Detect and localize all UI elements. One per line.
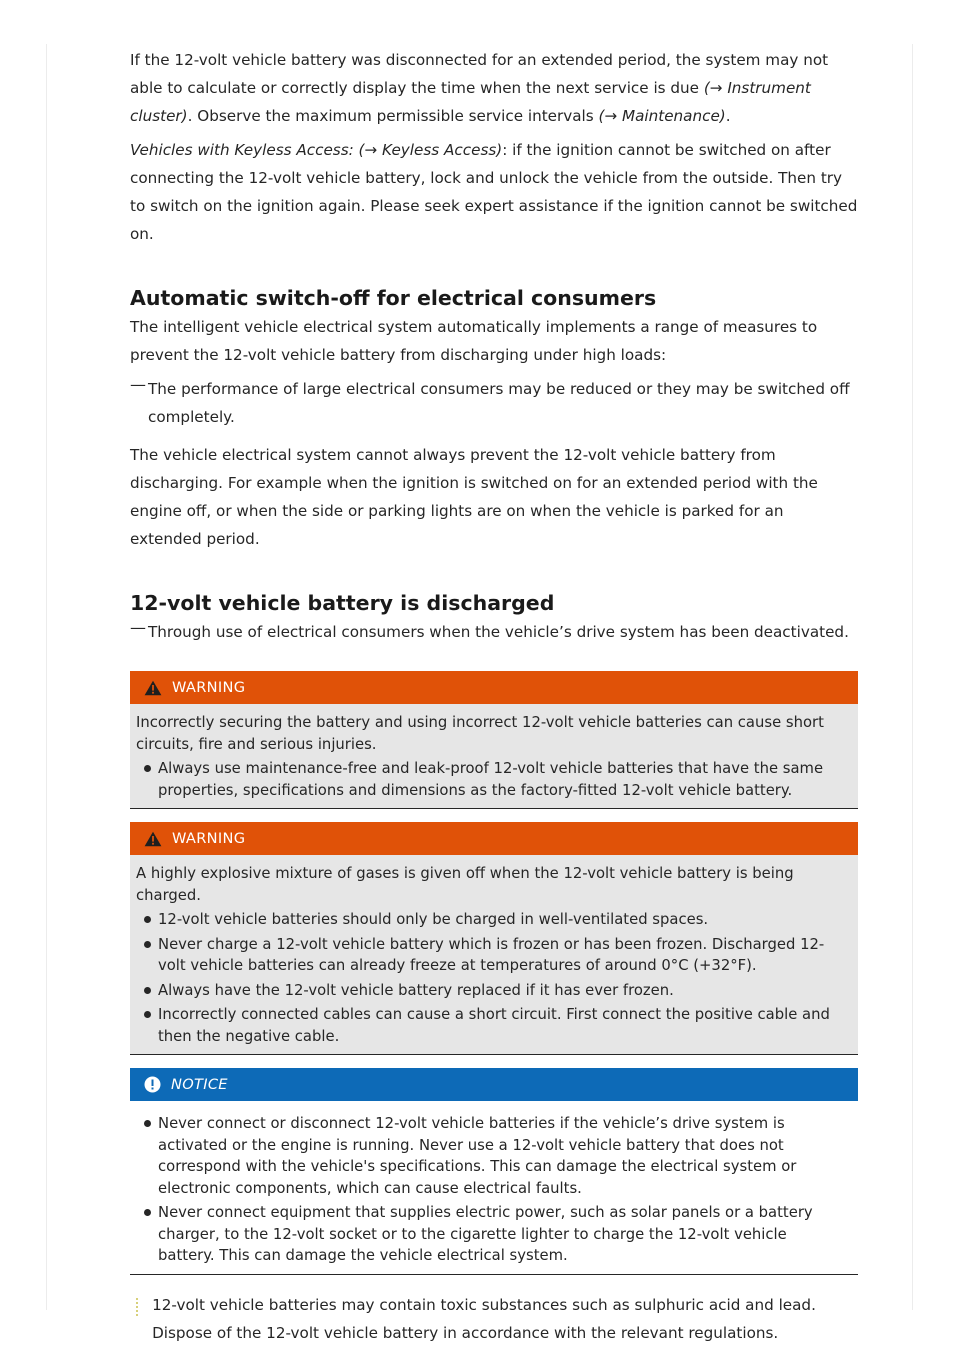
environment-note <box>130 1291 858 1347</box>
warning-triangle-icon <box>144 680 162 696</box>
warning-intro: Incorrectly securing the battery and using incorrect 12-volt vehicle batteries can cause short circuits, fire and serious injuries. <box>136 714 824 753</box>
dash-item-text: Through use of electrical consumers when the vehicle’s drive system has been deactivated. <box>148 623 849 641</box>
exclamation-circle-icon <box>144 1076 161 1093</box>
keyless-text: : if the ignition cannot be switched on after connecting the 12-volt vehicle battery, lock and unlock the vehicle from the outside. Then try to switch on the ignition again. Please seek expert assistance if the ignition cannot be switched on. <box>130 141 858 243</box>
link-instrument-cluster[interactable]: (→ Instrument cluster) <box>130 79 811 125</box>
warning-triangle-icon <box>144 831 162 847</box>
bullet-dot-icon <box>136 980 158 1002</box>
page-content <box>130 46 858 1347</box>
warning-header <box>130 822 858 855</box>
bullet-text: Always have the 12-volt vehicle battery replaced if it has ever frozen. <box>158 981 674 999</box>
notice-body <box>130 1101 858 1275</box>
environment-note-icon <box>136 1298 139 1316</box>
bullet-text: Never connect equipment that supplies electric power, such as solar panels or a battery charger, to the 12-volt socket or to the cigarette lighter to charge the 12-volt vehicle battery. This can damage the vehicle electrical system. <box>158 1204 813 1264</box>
environment-note-text: 12-volt vehicle batteries may contain toxic substances such as sulphuric acid and lead. Dispose of the 12-volt vehicle battery in accordance with the relevant regulations. <box>152 1295 816 1342</box>
section2-dash-item <box>130 618 858 646</box>
warning-box-1 <box>130 671 858 809</box>
warning-bullet <box>136 758 844 801</box>
dash-mark: — <box>130 375 146 394</box>
warning-bullet <box>136 1004 844 1047</box>
warning-intro: A highly explosive mixture of gases is given off when the 12-volt vehicle battery is being charged. <box>136 865 794 904</box>
page-margin-right <box>912 44 913 1310</box>
heading-automatic-switch-off: Automatic switch-off for electrical consumers <box>130 286 657 310</box>
intro-text-2: . Observe the maximum permissible service intervals <box>187 107 599 125</box>
bullet-text: 12-volt vehicle batteries should only be charged in well-ventilated spaces. <box>158 911 709 928</box>
bullet-dot-icon <box>136 934 158 977</box>
bullet-dot-icon <box>136 1004 158 1047</box>
dash-mark: — <box>130 618 146 637</box>
bullet-dot-icon <box>136 909 158 931</box>
warning-bullet <box>136 909 844 931</box>
page-margin-left <box>46 44 47 1310</box>
intro-end: . <box>725 107 731 125</box>
heading-battery-discharged: 12-volt vehicle battery is discharged <box>130 591 555 615</box>
dash-item-text: The performance of large electrical consumers may be reduced or they may be switched off completely. <box>148 380 850 426</box>
section1-paragraph-2: The vehicle electrical system cannot always prevent the 12-volt vehicle battery from discharging. For example when the ignition is switched on for an extended period with the engine off, or when the side or parking lights are on when the vehicle is parked for an extended period. <box>130 446 818 548</box>
intro-text: If the 12-volt vehicle battery was disconnected for an extended period, the system may not able to calculate or correctly display the time when the next service is due <box>130 51 829 97</box>
notice-bullet <box>136 1202 844 1267</box>
bullet-dot-icon <box>136 1202 158 1267</box>
bullet-text: Incorrectly connected cables can cause a short circuit. First connect the positive cable and then the negative cable. <box>158 1006 830 1045</box>
section1-dash-item <box>130 375 858 431</box>
bullet-dot-icon <box>136 1113 158 1199</box>
warning-bullet <box>136 934 844 977</box>
notice-bullet <box>136 1113 844 1199</box>
section1-paragraph-1: The intelligent vehicle electrical system automatically implements a range of measures to prevent the 12-volt vehicle battery from discharging under high loads: <box>130 318 818 364</box>
warning-bullet <box>136 980 844 1002</box>
notice-label: NOTICE <box>171 1076 228 1093</box>
intro-paragraph-service <box>130 46 858 130</box>
warning-label: WARNING <box>172 830 246 847</box>
bullet-text: Never connect or disconnect 12-volt vehicle batteries if the vehicle’s drive system is activated or the engine is running. Never use a 12-volt vehicle battery that does not correspond with the vehicle's specifications. This can damage the electrical system or electronic components, which can cause electrical faults. <box>158 1115 797 1197</box>
bullet-text: Never charge a 12-volt vehicle battery which is frozen or has been frozen. Discharged 12-volt vehicle batteries can already freeze at temperatures of around 0°C (+32°F). <box>158 935 825 974</box>
link-maintenance[interactable]: (→ Maintenance) <box>598 107 726 125</box>
warning-body <box>130 704 858 809</box>
bullet-text: Always use maintenance-free and leak-proof 12-volt vehicle batteries that have the same properties, specifications and dimensions as the factory-fitted 12-volt vehicle battery. <box>158 760 824 799</box>
intro-paragraph-keyless <box>130 136 858 248</box>
warning-label: WARNING <box>172 679 246 696</box>
notice-header <box>130 1068 858 1101</box>
warning-box-2 <box>130 822 858 1055</box>
notice-box <box>130 1068 858 1275</box>
bullet-dot-icon <box>136 758 158 801</box>
keyless-access-link[interactable]: Vehicles with Keyless Access: (→ Keyless Access) <box>130 141 503 159</box>
warning-body <box>130 855 858 1055</box>
warning-header <box>130 671 858 704</box>
